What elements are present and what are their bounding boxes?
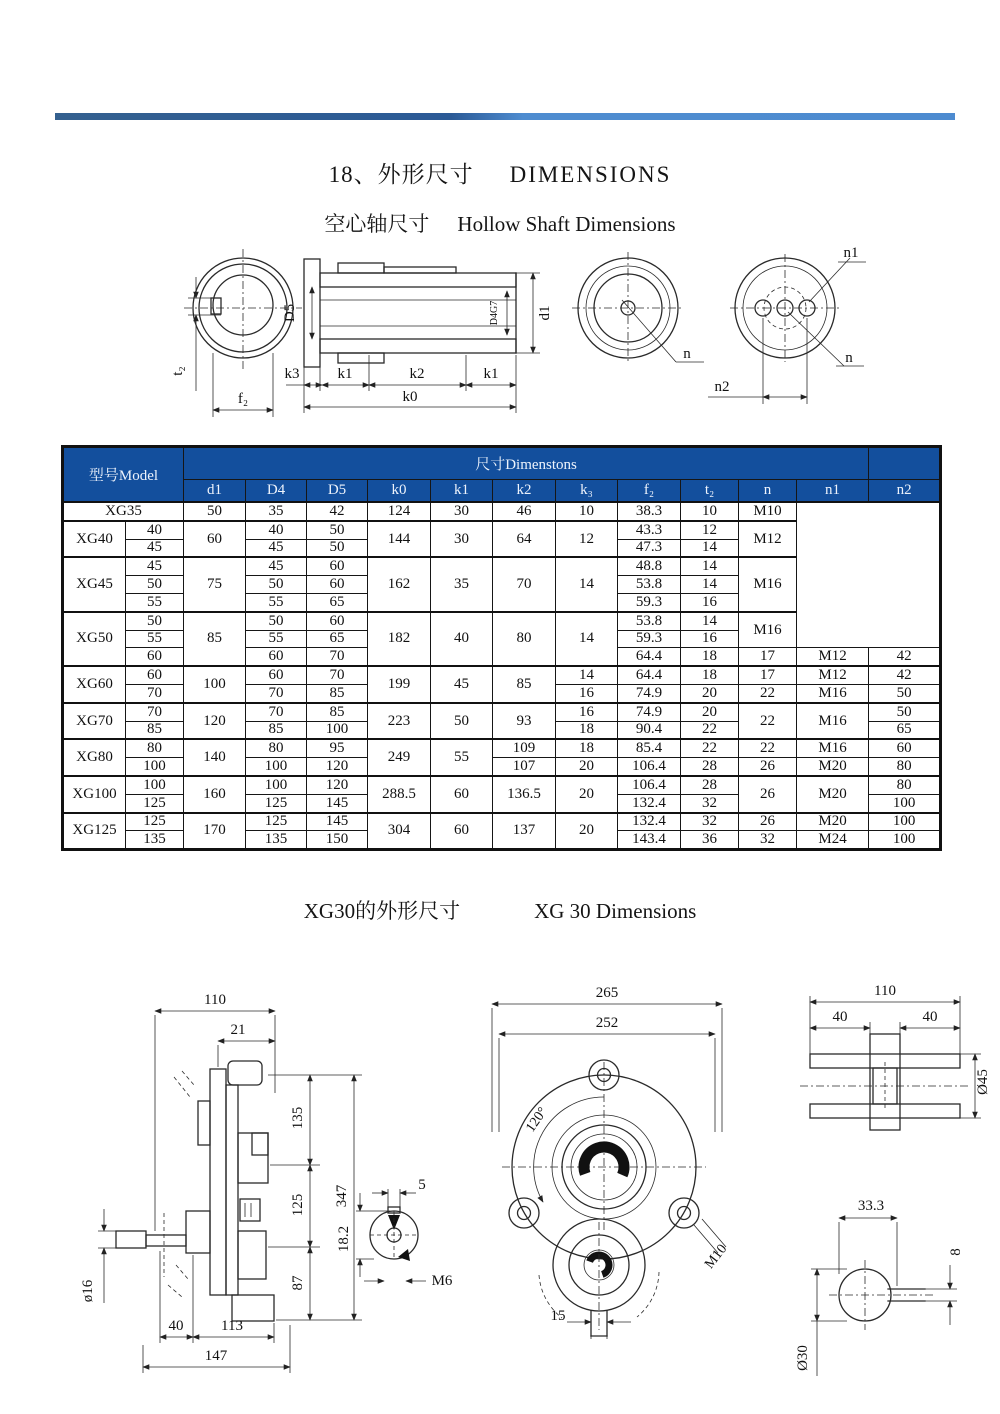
table-cell: 120 xyxy=(307,758,368,776)
table-cell: 45 xyxy=(126,539,184,557)
table-cell: 18 xyxy=(556,721,618,739)
shaft-end-outline xyxy=(370,1207,418,1261)
table-cell: M16 xyxy=(739,557,797,611)
table-cell: 46 xyxy=(493,502,556,521)
table-cell: 85.4 xyxy=(618,739,681,757)
dim-label-15: 15 xyxy=(550,1308,566,1324)
table-cell: 48.8 xyxy=(618,557,681,575)
table-cell: 64.4 xyxy=(618,648,681,666)
table-cell: 80 xyxy=(869,758,941,776)
table-cell: XG40 xyxy=(63,521,126,558)
dim-label-33-3: 33.3 xyxy=(857,1198,885,1214)
table-cell: 85 xyxy=(493,666,556,703)
dim-label-8: 8 xyxy=(948,1248,964,1256)
dim-label-t2: t₂ xyxy=(170,366,186,376)
table-cell: 93 xyxy=(493,703,556,740)
table-cell: 14 xyxy=(556,666,618,684)
header-cell: k0 xyxy=(368,480,431,503)
table-row xyxy=(63,776,941,794)
table-cell: 14 xyxy=(681,612,739,630)
table-cell: 36 xyxy=(681,831,739,850)
subtitle xyxy=(0,208,1000,238)
table-cell: 304 xyxy=(368,813,431,850)
table-cell: 60 xyxy=(431,813,493,850)
table-cell: 74.9 xyxy=(618,703,681,721)
table-cell: 60 xyxy=(246,648,307,666)
table-cell: 170 xyxy=(184,813,246,850)
table-cell: 50 xyxy=(246,576,307,594)
table-cell: 59.3 xyxy=(618,630,681,648)
table-cell: 135 xyxy=(126,831,184,850)
table-cell: 70 xyxy=(246,703,307,721)
table-cell: 55 xyxy=(431,739,493,776)
table-cell: 74.9 xyxy=(618,684,681,702)
dim-label-110b: 110 xyxy=(874,983,896,999)
header-cell: n1 xyxy=(797,480,869,503)
table-cell: 85 xyxy=(184,612,246,666)
header-cell: k2 xyxy=(493,480,556,503)
table-cell: 45 xyxy=(246,557,307,575)
table-cell: 132.4 xyxy=(618,794,681,812)
side-view-dimensions xyxy=(80,992,362,1373)
table-cell: 85 xyxy=(126,721,184,739)
table-cell: 59.3 xyxy=(618,593,681,611)
header-cell: k1 xyxy=(431,480,493,503)
table-cell: 40 xyxy=(126,521,184,539)
table-cell: 223 xyxy=(368,703,431,740)
dim-label-40b: 40 xyxy=(922,1009,938,1025)
table-cell: 85 xyxy=(307,703,368,721)
table-cell: 30 xyxy=(431,502,493,521)
table-cell: M12 xyxy=(797,666,869,684)
page-title xyxy=(0,156,1000,189)
table-cell: 145 xyxy=(307,813,368,831)
dim-label-n2: n2 xyxy=(714,379,730,395)
table-cell: M16 xyxy=(739,612,797,648)
table-cell: 18 xyxy=(681,648,739,666)
dim-label-n-right: n xyxy=(845,350,853,366)
section2-title xyxy=(0,895,1000,925)
table-cell: M24 xyxy=(797,831,869,850)
dim-label-87: 87 xyxy=(290,1275,306,1291)
table-row xyxy=(63,739,941,757)
table-cell: XG45 xyxy=(63,557,126,611)
table-cell: 64 xyxy=(493,521,556,558)
section2-title-zh: XG30的外形尺寸 xyxy=(303,899,461,923)
table-cell: 53.8 xyxy=(618,612,681,630)
table-cell: 60 xyxy=(307,557,368,575)
table-cell: XG50 xyxy=(63,612,126,666)
table-cell: 60 xyxy=(184,521,246,558)
table-cell: 107 xyxy=(493,758,556,776)
dim-label-D5: D5 xyxy=(282,303,298,323)
table-cell: 100 xyxy=(869,831,941,850)
table-cell: 70 xyxy=(126,684,184,702)
dim-label-k1b: k1 xyxy=(483,366,499,382)
table-cell: XG35 xyxy=(63,502,184,521)
dim-label-125: 125 xyxy=(290,1193,306,1217)
dim-label-135: 135 xyxy=(290,1106,306,1130)
xg30-shaft-end-detail-diagram xyxy=(332,1163,482,1303)
table-cell: XG125 xyxy=(63,813,126,850)
table-cell: 18 xyxy=(556,739,618,757)
table-cell: 22 xyxy=(681,739,739,757)
table-cell: 145 xyxy=(307,794,368,812)
table-cell: 16 xyxy=(681,593,739,611)
table-cell: 10 xyxy=(556,502,618,521)
table-cell: 38.3 xyxy=(618,502,681,521)
dim-label-113: 113 xyxy=(221,1318,243,1334)
table-cell: M20 xyxy=(797,776,869,813)
dim-label-265: 265 xyxy=(595,985,619,1001)
table-cell: 17 xyxy=(739,648,797,666)
table-cell: 14 xyxy=(681,576,739,594)
dim-label-dia45: Ø45 xyxy=(975,1069,991,1095)
table-cell: M20 xyxy=(797,758,869,776)
table-cell: 53.8 xyxy=(618,576,681,594)
table-cell: 70 xyxy=(307,666,368,684)
dim-label-M10: M10 xyxy=(702,1241,731,1272)
table-cell: 12 xyxy=(681,521,739,539)
table-cell: 135 xyxy=(246,831,307,850)
hollow-section-outline xyxy=(800,1034,970,1130)
front-view-dimensions-top xyxy=(492,985,722,1132)
table-cell: 45 xyxy=(126,557,184,575)
dim-label-n-left: n xyxy=(683,346,691,362)
table-cell: 45 xyxy=(431,666,493,703)
table-cell: 10 xyxy=(681,502,739,521)
table-cell: 28 xyxy=(681,758,739,776)
table-cell: 100 xyxy=(126,758,184,776)
table-cell: 249 xyxy=(368,739,431,776)
table-cell: 26 xyxy=(739,813,797,831)
dim-label-18-2: 18.2 xyxy=(336,1225,352,1253)
header-cell: n2 xyxy=(869,480,941,503)
table-cell: 14 xyxy=(556,612,618,666)
table-cell: 50 xyxy=(184,502,246,521)
table-cell: 45 xyxy=(246,539,307,557)
table-cell: 124 xyxy=(368,502,431,521)
page-title-zh: 18、外形尺寸 xyxy=(328,162,474,187)
table-cell: 182 xyxy=(368,612,431,666)
header-cell: f₂ xyxy=(618,480,681,503)
table-cell: 90.4 xyxy=(618,721,681,739)
dim-label-M6: M6 xyxy=(431,1273,453,1289)
table-cell: 160 xyxy=(184,776,246,813)
table-cell: 60 xyxy=(126,648,184,666)
table-cell: 40 xyxy=(431,612,493,666)
table-cell: 162 xyxy=(368,557,431,611)
table-cell: 14 xyxy=(556,557,618,611)
table-cell: 50 xyxy=(869,703,941,721)
dim-label-40: 40 xyxy=(168,1318,184,1334)
dim-label-252: 252 xyxy=(595,1015,619,1031)
header-row xyxy=(63,447,941,480)
table-cell: 70 xyxy=(307,648,368,666)
dim-label-21: 21 xyxy=(230,1022,246,1038)
hollow-section-dimensions xyxy=(810,983,960,1054)
table-row xyxy=(63,502,941,521)
table-cell: 20 xyxy=(556,758,618,776)
xg30-hollow-section-diagram xyxy=(785,982,991,1142)
dim-label-D4G7: D4G7 xyxy=(489,300,500,326)
table-cell: 18 xyxy=(681,666,739,684)
dim-label-k1a: k1 xyxy=(337,366,353,382)
table-cell: 16 xyxy=(556,684,618,702)
header-cell: 型号Model xyxy=(63,447,184,503)
table-row xyxy=(63,813,941,831)
table-cell: 60 xyxy=(126,666,184,684)
table-cell: 144 xyxy=(368,521,431,558)
header-cell: D4 xyxy=(246,480,307,503)
table-cell: 80 xyxy=(493,612,556,666)
section2-title-en: XG 30 Dimensions xyxy=(534,899,697,923)
table-cell: 20 xyxy=(681,703,739,721)
dim-label-f2: f₂ xyxy=(237,391,249,407)
table-cell: 32 xyxy=(739,831,797,850)
subtitle-zh: 空心轴尺寸 xyxy=(324,212,430,236)
table-cell: 85 xyxy=(307,684,368,702)
table-cell: 42 xyxy=(869,648,941,666)
table-cell: 32 xyxy=(681,813,739,831)
header-cell: t₂ xyxy=(681,480,739,503)
table-cell: 14 xyxy=(681,539,739,557)
table-cell: 120 xyxy=(184,703,246,740)
header-rule xyxy=(55,113,955,120)
subtitle-en: Hollow Shaft Dimensions xyxy=(457,212,676,236)
table-cell: 137 xyxy=(493,813,556,850)
table-cell: XG100 xyxy=(63,776,126,813)
table-cell: 100 xyxy=(307,721,368,739)
dim-label-k0: k0 xyxy=(402,389,418,405)
table-row xyxy=(63,666,941,684)
table-cell: 32 xyxy=(681,794,739,812)
table-cell: 50 xyxy=(126,576,184,594)
table-cell: 22 xyxy=(739,684,797,702)
table-cell: 60 xyxy=(307,612,368,630)
table-cell: 106.4 xyxy=(618,758,681,776)
table-cell: 22 xyxy=(681,721,739,739)
table-cell: 65 xyxy=(307,630,368,648)
xg30-front-view-diagram xyxy=(482,982,732,1332)
table-cell: 75 xyxy=(184,557,246,611)
header-cell: D5 xyxy=(307,480,368,503)
table-cell: 140 xyxy=(184,739,246,776)
table-cell: 65 xyxy=(869,721,941,739)
table-cell: XG80 xyxy=(63,739,126,776)
dim-label-40a: 40 xyxy=(832,1009,848,1025)
table-cell: M16 xyxy=(797,684,869,702)
table-cell: M20 xyxy=(797,813,869,831)
table-cell: 55 xyxy=(246,593,307,611)
table-cell: 60 xyxy=(869,739,941,757)
table-cell: M10 xyxy=(739,502,797,521)
table-cell: 100 xyxy=(869,813,941,831)
table-cell: 120 xyxy=(307,776,368,794)
table-cell: 80 xyxy=(869,776,941,794)
front-view-outline xyxy=(502,1060,706,1336)
table-cell: 80 xyxy=(246,739,307,757)
section-view-dimensions xyxy=(282,273,553,413)
table-cell: 20 xyxy=(681,684,739,702)
table-cell: 199 xyxy=(368,666,431,703)
page-title-en: DIMENSIONS xyxy=(509,162,672,187)
table-cell: 125 xyxy=(126,813,184,831)
dim-label-347: 347 xyxy=(334,1184,350,1208)
table-cell: 64.4 xyxy=(618,666,681,684)
table-cell: 55 xyxy=(126,630,184,648)
table-cell: 106.4 xyxy=(618,776,681,794)
table-cell: 20 xyxy=(556,813,618,850)
table-cell: 30 xyxy=(431,521,493,558)
table-cell: 125 xyxy=(246,794,307,812)
single-hole-view xyxy=(572,252,704,364)
keyway-outline xyxy=(829,1260,935,1330)
table-cell: 28 xyxy=(681,776,739,794)
table-cell: 95 xyxy=(307,739,368,757)
xg30-keyway-detail-diagram xyxy=(795,1180,995,1390)
table-row xyxy=(63,703,941,721)
table-cell: 26 xyxy=(739,758,797,776)
table-cell: 55 xyxy=(126,593,184,611)
table-cell: 14 xyxy=(681,557,739,575)
table-cell: 60 xyxy=(307,576,368,594)
table-cell: 143.4 xyxy=(618,831,681,850)
section-view-outline xyxy=(304,259,516,367)
table-cell: 50 xyxy=(307,539,368,557)
table-cell: 132.4 xyxy=(618,813,681,831)
dim-label-dia16: ø16 xyxy=(80,1279,96,1303)
table-cell: 125 xyxy=(126,794,184,812)
side-view-outline xyxy=(116,1061,274,1321)
table-cell: 22 xyxy=(739,739,797,757)
dim-label-n1: n1 xyxy=(843,245,859,261)
dimensions-table xyxy=(61,445,942,851)
table-cell: 80 xyxy=(126,739,184,757)
table-cell: 288.5 xyxy=(368,776,431,813)
table-cell: 50 xyxy=(431,703,493,740)
table-cell: 70 xyxy=(493,557,556,611)
dim-label-5: 5 xyxy=(418,1177,426,1193)
table-cell: 55 xyxy=(246,630,307,648)
dim-label-110: 110 xyxy=(204,992,226,1008)
table-cell: 70 xyxy=(126,703,184,721)
table-cell: 16 xyxy=(556,703,618,721)
table-cell: 60 xyxy=(431,776,493,813)
table-cell: 20 xyxy=(556,776,618,813)
table-cell: 50 xyxy=(869,684,941,702)
table-cell: 42 xyxy=(869,666,941,684)
table-cell: 150 xyxy=(307,831,368,850)
table-cell: 136.5 xyxy=(493,776,556,813)
header-cell: 尺寸Dimenstons xyxy=(184,447,869,480)
table-cell: 16 xyxy=(681,630,739,648)
dim-label-k2: k2 xyxy=(409,366,425,382)
table-cell: 109 xyxy=(493,739,556,757)
table-cell: XG60 xyxy=(63,666,126,703)
table-cell: 22 xyxy=(739,703,797,740)
table-cell: 42 xyxy=(307,502,368,521)
header-cell: n xyxy=(739,480,797,503)
table-cell: M12 xyxy=(739,521,797,558)
dim-label-d1: d1 xyxy=(537,305,553,321)
dim-label-120deg: 120° xyxy=(523,1104,551,1136)
header-cell: k₃ xyxy=(556,480,618,503)
keyway-dimensions xyxy=(795,1198,964,1376)
table-cell: 35 xyxy=(246,502,307,521)
table-cell: 26 xyxy=(739,776,797,813)
table-cell: 65 xyxy=(307,593,368,611)
front-view-dimensions-bottom xyxy=(551,1219,731,1339)
header-cell xyxy=(869,447,941,480)
table-cell: 100 xyxy=(184,666,246,703)
table-cell: 17 xyxy=(739,666,797,684)
table-cell: M16 xyxy=(797,703,869,740)
table-cell: 50 xyxy=(246,612,307,630)
table-cell: 50 xyxy=(307,521,368,539)
table-cell: M12 xyxy=(797,648,869,666)
table-cell: 12 xyxy=(556,521,618,558)
table-cell: XG70 xyxy=(63,703,126,740)
table-cell: 40 xyxy=(246,521,307,539)
table-cell: 50 xyxy=(126,612,184,630)
table-cell: 60 xyxy=(246,666,307,684)
table-cell: 125 xyxy=(246,813,307,831)
table-cell: 100 xyxy=(246,776,307,794)
header-row xyxy=(63,480,941,503)
hole-end-views-diagram xyxy=(560,240,870,435)
header-cell: d1 xyxy=(184,480,246,503)
table-cell: 100 xyxy=(246,758,307,776)
table-cell: 85 xyxy=(246,721,307,739)
bolt-holes-view xyxy=(708,245,866,404)
shaft-end-dimensions xyxy=(336,1177,453,1289)
hollow-shaft-section-diagram xyxy=(280,243,570,435)
table-cell: 70 xyxy=(246,684,307,702)
table-cell: 100 xyxy=(869,794,941,812)
table-cell: 43.3 xyxy=(618,521,681,539)
table-cell: 47.3 xyxy=(618,539,681,557)
dim-label-147: 147 xyxy=(204,1348,228,1364)
table-cell: M16 xyxy=(797,739,869,757)
dim-label-dia30: Ø30 xyxy=(795,1345,811,1371)
table-cell xyxy=(797,502,941,648)
table-cell: 100 xyxy=(126,776,184,794)
dim-label-k3: k3 xyxy=(284,366,300,382)
table-cell: 35 xyxy=(431,557,493,611)
